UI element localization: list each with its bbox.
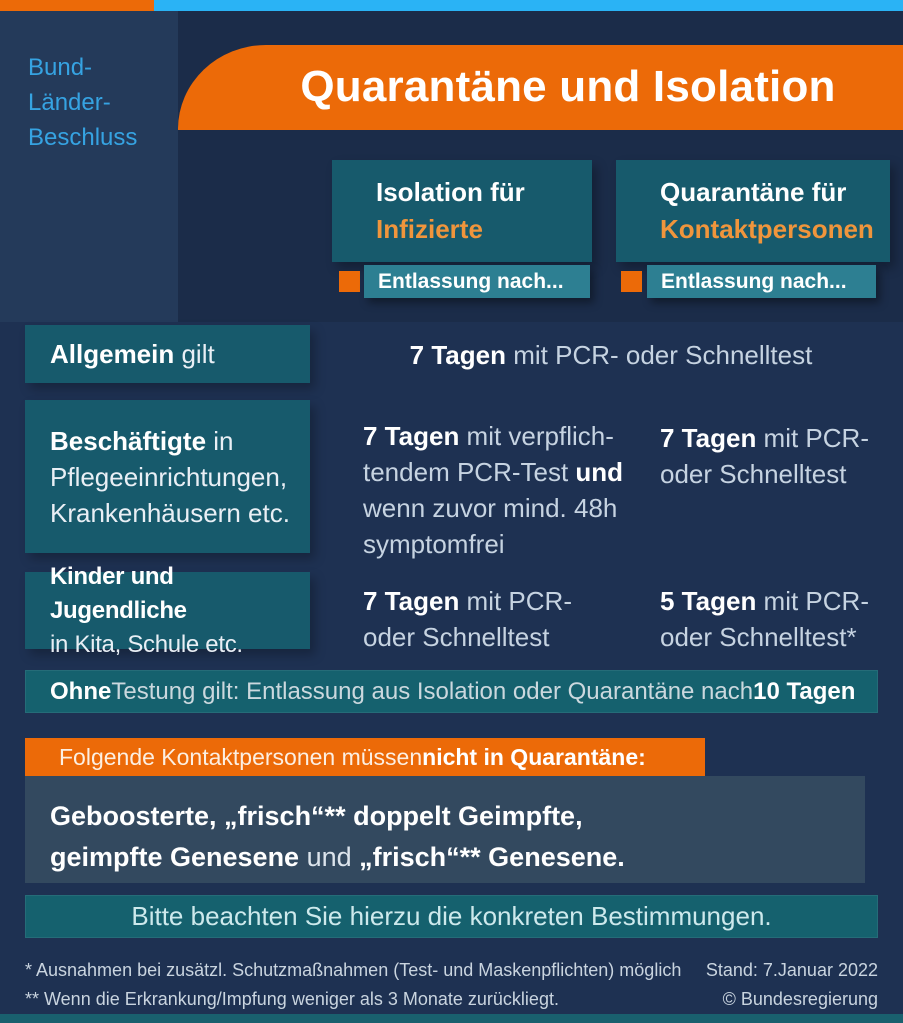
column-header-quarantine — [616, 160, 890, 262]
cell-beschaeftigte-isolation — [363, 418, 633, 562]
cell-line: 7 Tagen mit PCR- — [363, 586, 572, 616]
cell-line: oder Schnelltest — [363, 622, 550, 652]
row-label-line: in Kita, Schule etc. — [50, 630, 243, 658]
no-quarantine-line: Geboosterte, „frisch“** doppelt Geimpfte, — [50, 801, 583, 831]
column-title-line2: Kontaktpersonen — [660, 214, 874, 244]
cell-kinder-quarantine — [660, 583, 900, 655]
no-quarantine-box — [25, 776, 865, 883]
brand-line: Länder- — [28, 89, 111, 116]
orange-square-icon — [339, 271, 360, 292]
page-title-banner — [178, 45, 903, 130]
release-after-bar-quarantine: Entlassung nach... — [647, 265, 876, 298]
topbar-orange-segment — [0, 0, 154, 11]
row-label-line: Allgemein gilt — [50, 339, 215, 369]
cell-line: wenn zuvor mind. 48h — [363, 493, 618, 523]
release-after-bar-isolation: Entlassung nach... — [364, 265, 590, 298]
cell-beschaeftigte-quarantine — [660, 420, 900, 492]
column-title-line1: Isolation für — [376, 177, 525, 207]
notice-bar: Bitte beachten Sie hierzu die konkreten Bestimmungen. — [25, 895, 878, 938]
footnotes — [25, 956, 681, 1014]
row-value-general: 7 Tagen mit PCR- oder Schnelltest — [409, 340, 813, 370]
footnote-line: ** Wenn die Erkrankung/Impfung weniger als 3 Monate zurückliegt. — [25, 989, 559, 1009]
row-label-line: Krankenhäusern etc. — [50, 497, 290, 528]
copyright: © Bundesregierung — [722, 989, 878, 1009]
page-title: Quarantäne und Isolation — [300, 61, 836, 111]
no-quarantine-header-bar: Folgende Kontaktpersonen müssen nicht in Quarantäne: — [25, 738, 705, 776]
brand-label — [28, 50, 137, 155]
ohne-testung-bar: Ohne Testung gilt: Entlassung aus Isolation oder Quarantäne nach 10 Tagen — [25, 670, 878, 713]
cell-line: oder Schnelltest* — [660, 622, 857, 652]
cell-line: 7 Tagen mit verpflich- — [363, 421, 614, 451]
stand-date: Stand: 7.Januar 2022 — [705, 960, 878, 980]
cell-kinder-isolation — [363, 583, 633, 655]
row-label-line: Pflegeeinrichtungen, — [50, 461, 288, 492]
topbar-blue-segment — [154, 0, 903, 11]
row-label-beschaeftigte — [25, 400, 310, 553]
bottom-strip — [0, 1014, 903, 1023]
cell-line: 5 Tagen mit PCR- — [660, 586, 869, 616]
column-header-isolation — [332, 160, 592, 262]
no-quarantine-line: geimpfte Genesene und „frisch“** Genesene. — [50, 842, 625, 872]
row-label-line: Kinder und Jugendliche — [50, 562, 187, 624]
brand-line: Beschluss — [28, 124, 138, 151]
column-title-line1: Quarantäne für — [660, 177, 847, 207]
cell-line: oder Schnelltest — [660, 459, 847, 489]
row-label-allgemein — [25, 325, 310, 383]
meta-info — [706, 956, 878, 1014]
cell-line: symptomfrei — [363, 529, 505, 559]
orange-square-icon — [621, 271, 642, 292]
brand-line: Bund- — [28, 54, 93, 81]
footnote-line: * Ausnahmen bei zusätzl. Schutzmaßnahmen (Test- und Maskenpflichten) möglich — [25, 960, 682, 980]
cell-line: 7 Tagen mit PCR- — [660, 423, 869, 453]
row-label-kinder — [25, 562, 310, 658]
column-title-line2: Infizierte — [376, 214, 483, 244]
cell-line: tendem PCR-Test und — [363, 457, 624, 487]
row-label-line: Beschäftigte in — [50, 425, 234, 456]
